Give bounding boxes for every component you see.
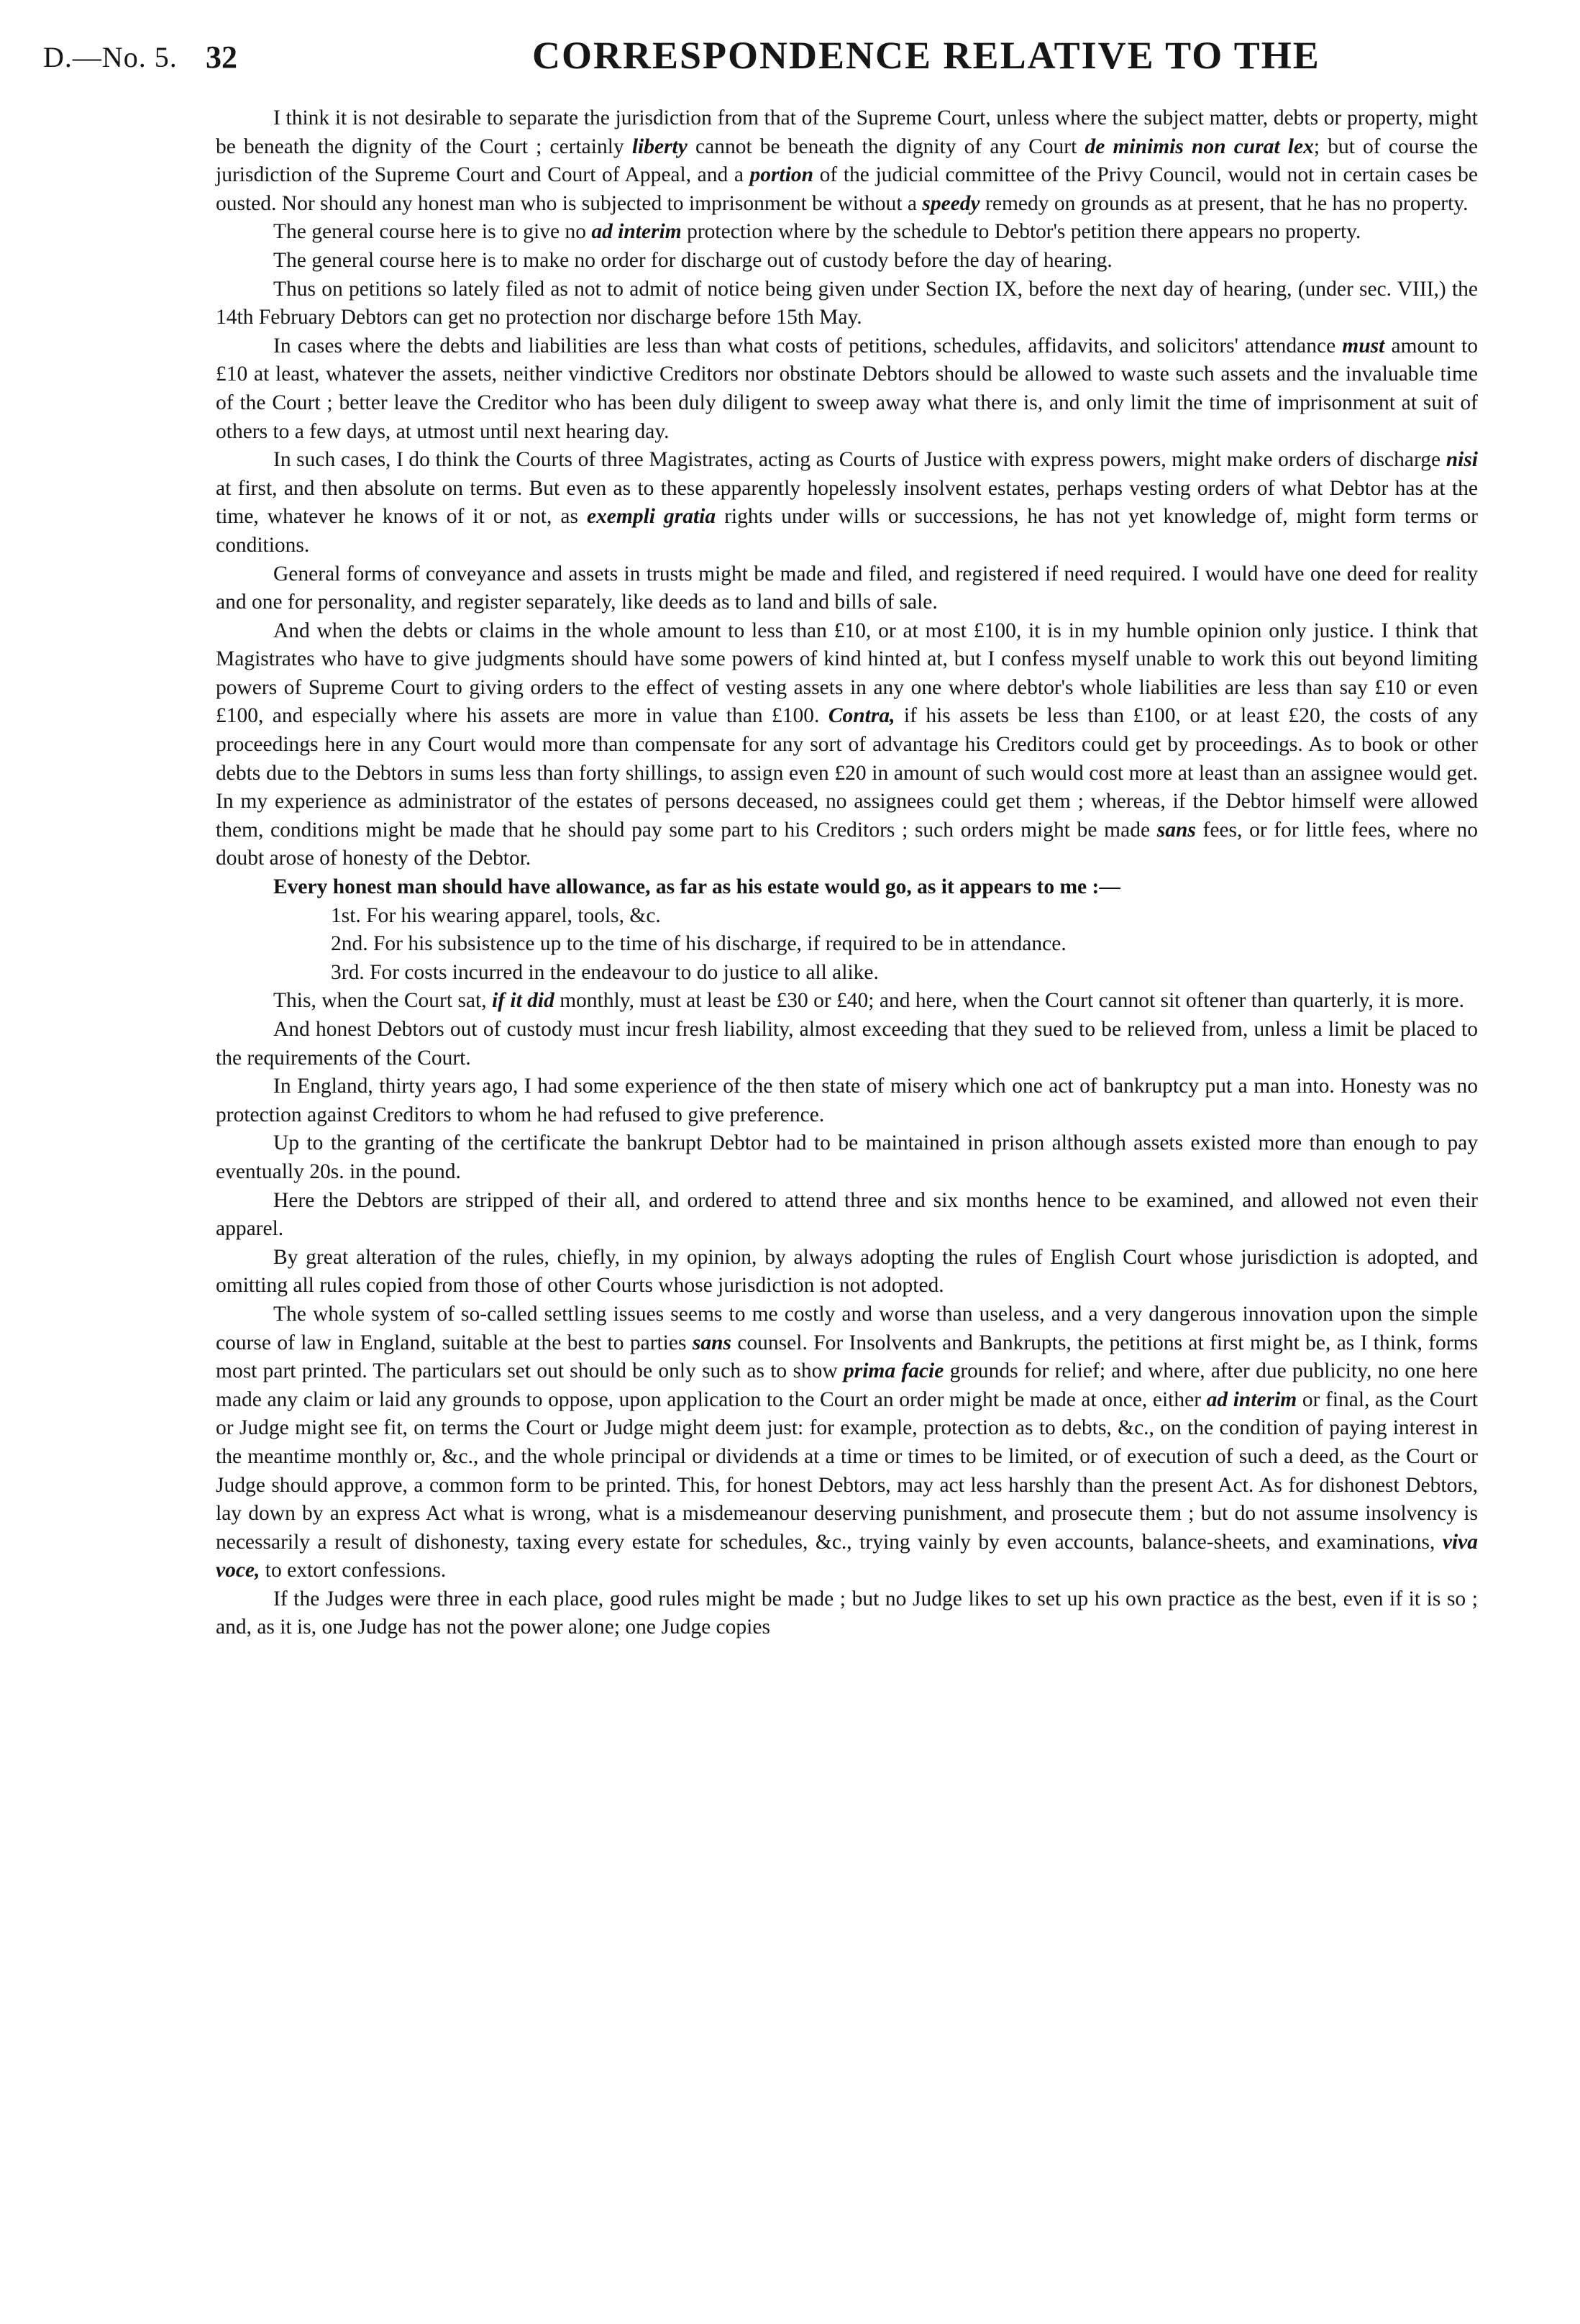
- paragraph: In such cases, I do think the Courts of three Magistrates, acting as Courts of Justice with express powers, might make orders of discharge nisi at first, and then absolute on terms. But even as to these apparently hopelessly insolvent estates, perhaps vesting orders of what Debtor has at the time, whatever he knows of it or not, as exempli gratia rights under wills or successions, he has not yet knowledge of, might form terms or conditions.: [216, 448, 1478, 557]
- paragraph: I think it is not desirable to separate the jurisdiction from that of the Supreme Court, unless where the subject matter, debts or property, might be beneath the dignity of the Court ; certainly liberty cannot be beneath the dignity of any Court de minimis non curat lex; but of course the jurisdiction of the Supreme Court and Court of Appeal, and a portion of the judicial committee of the Privy Council, would not in certain cases be ousted. Nor should any honest man who is subjected to imprisonment be without a speedy remedy on grounds as at present, that he has no property.: [216, 106, 1478, 215]
- italic-term: sans: [692, 1331, 731, 1354]
- page-header: [43, 29, 1539, 86]
- italic-term: de minimis non curat lex: [1084, 135, 1314, 158]
- page-number: 32: [206, 40, 237, 75]
- document-reference: D.—No. 5.: [43, 41, 178, 73]
- italic-term: sans: [1156, 818, 1196, 842]
- italic-term: Contra,: [828, 704, 895, 728]
- italic-term: liberty: [631, 135, 688, 158]
- list-item: 1st. For his wearing apparel, tools, &c.: [331, 903, 661, 927]
- italic-term: viva voce,: [216, 1530, 1478, 1582]
- paragraph: Here the Debtors are stripped of their all, and ordered to attend three and six months hence to be examined, and allowed not even their apparel.: [216, 1188, 1478, 1241]
- paragraph: Every honest man should have allowance, as far as his estate would go, as it appears to me :—: [273, 875, 1120, 899]
- paragraph: This, when the Court sat, if it did monthly, must at least be £30 or £40; and here, when the Court cannot sit oftener than quarterly, it is more.: [273, 989, 1465, 1013]
- running-title: CORRESPONDENCE RELATIVE TO THE: [532, 34, 1320, 77]
- paragraph: If the Judges were three in each place, good rules might be made ; but no Judge likes to set up his own practice as the best, even if it is so ; and, as it is, one Judge has not the power alone; one Judge copies: [216, 1587, 1478, 1639]
- italic-term: prima facie: [844, 1359, 944, 1383]
- italic-term: nisi: [1446, 448, 1478, 472]
- paragraph: By great alteration of the rules, chiefly, in my opinion, by always adopting the rules of English Court whose jurisdiction is adopted, and omitting all rules copied from those of other Courts whose jurisdiction is not adopted.: [216, 1245, 1478, 1298]
- paragraph: In England, thirty years ago, I had some experience of the then state of misery which one act of bankruptcy put a man into. Honesty was no protection against Creditors to whom he had refused to give preference.: [216, 1075, 1478, 1126]
- paragraph: The whole system of so-called settling issues seems to me costly and worse than useless, and a very dangerous innovation upon the simple course of law in England, suitable at the best to parties sans counsel. For Insolvents and Bankrupts, the petitions at first might be, as I think, forms most part printed. The particulars set out should be only such as to show prima facie grounds for relief; and where, after due publicity, no one here made any claim or laid any grounds to oppose, upon application to the Court an order might be made at once, either ad interim or final, as the Court or Judge might see fit, on terms the Court or Judge might deem just: for example, protection as to debts, &c., on the condition of paying interest in the meantime monthly or, &c., and the whole principal or dividends at a time or times to be limited, or of execution of such a deed, as the Court or Judge should approve, a common form to be printed. This, for honest Debtors, may act less harshly than the present Act. As for dishonest Debtors, lay down by an express Act what is wrong, what is a misdemeanour deserving punishment, and prosecute them ; but do not assume insolvency is necessarily a result of dishonesty, taxing every estate for schedules, &c., trying vainly by even accounts, balance-sheets, and examinations, viva voce, to extort confessions.: [216, 1302, 1478, 1582]
- paragraph: And honest Debtors out of custody must incur fresh liability, almost exceeding that they sued to be relieved from, unless a limit be placed to the requirements of the Court.: [216, 1018, 1478, 1070]
- italic-term: must: [1342, 334, 1385, 357]
- italic-term: speedy: [922, 191, 980, 215]
- italic-term: ad interim: [1206, 1387, 1297, 1411]
- paragraph: General forms of conveyance and assets in trusts might be made and filed, and registered if need required. I would have one deed for reality and one for personality, and register separately, like deeds as to land and bills of sale.: [216, 562, 1478, 614]
- italic-term: portion: [749, 163, 814, 187]
- italic-term: if it did: [491, 989, 554, 1013]
- paragraph: And when the debts or claims in the whole amount to less than £10, or at most £100, it is in my humble opinion only justice. I think that Magistrates who have to give judgments should have some powers of kind hinted at, but I confess myself unable to work this out beyond limiting powers of Supreme Court to giving orders to the effect of vesting assets in any one where debtor's whole liabilities are less than say £10 or even £100, and especially where his assets are more in value than £100. Contra, if his assets be less than £100, or at least £20, the costs of any proceedings here in any Court would more than compensate for any sort of advantage his Creditors could get by proceedings. As to book or other debts due to the Debtors in sums less than forty shillings, to assign even £20 in amount of such would cost more at least than an assignee would get. In my experience as administrator of the estates of persons deceased, no assignees could get them ; whereas, if the Debtor himself were allowed them, conditions might be made that he should pay some part to his Creditors ; such orders might be made sans fees, or for little fees, where no doubt arose of honesty of the Debtor.: [216, 619, 1478, 870]
- paragraph: Thus on petitions so lately filed as not to admit of notice being given under Section IX, before the next day of hearing, (under sec. VIII,) the 14th February Debtors can get no protection nor discharge before 15th May.: [216, 277, 1478, 329]
- body-text: [216, 104, 1478, 1642]
- paragraph: The general course here is to give no ad interim protection where by the schedule to Debtor's petition there appears no property.: [273, 220, 1361, 244]
- paragraph: The general course here is to make no order for discharge out of custody before the day of hearing.: [273, 248, 1113, 272]
- italic-term: ad interim: [591, 220, 682, 244]
- paragraph: Up to the granting of the certificate the bankrupt Debtor had to be maintained in prison although assets existed more than enough to pay eventually 20s. in the pound.: [216, 1131, 1478, 1183]
- list-item: 2nd. For his subsistence up to the time of his discharge, if required to be in attendance.: [331, 932, 1067, 956]
- paragraph: In cases where the debts and liabilities are less than what costs of petitions, schedules, affidavits, and solicitors' attendance must amount to £10 at least, whatever the assets, neither vindictive Creditors nor obstinate Debtors should be allowed to waste such assets and the invaluable time of the Court ; better leave the Creditor who has been duly diligent to sweep away what there is, and only limit the time of imprisonment at suit of others to a few days, at utmost until next hearing day.: [216, 334, 1478, 443]
- list-item: 3rd. For costs incurred in the endeavour to do justice to all alike.: [331, 960, 879, 984]
- italic-term: exempli gratia: [586, 505, 716, 529]
